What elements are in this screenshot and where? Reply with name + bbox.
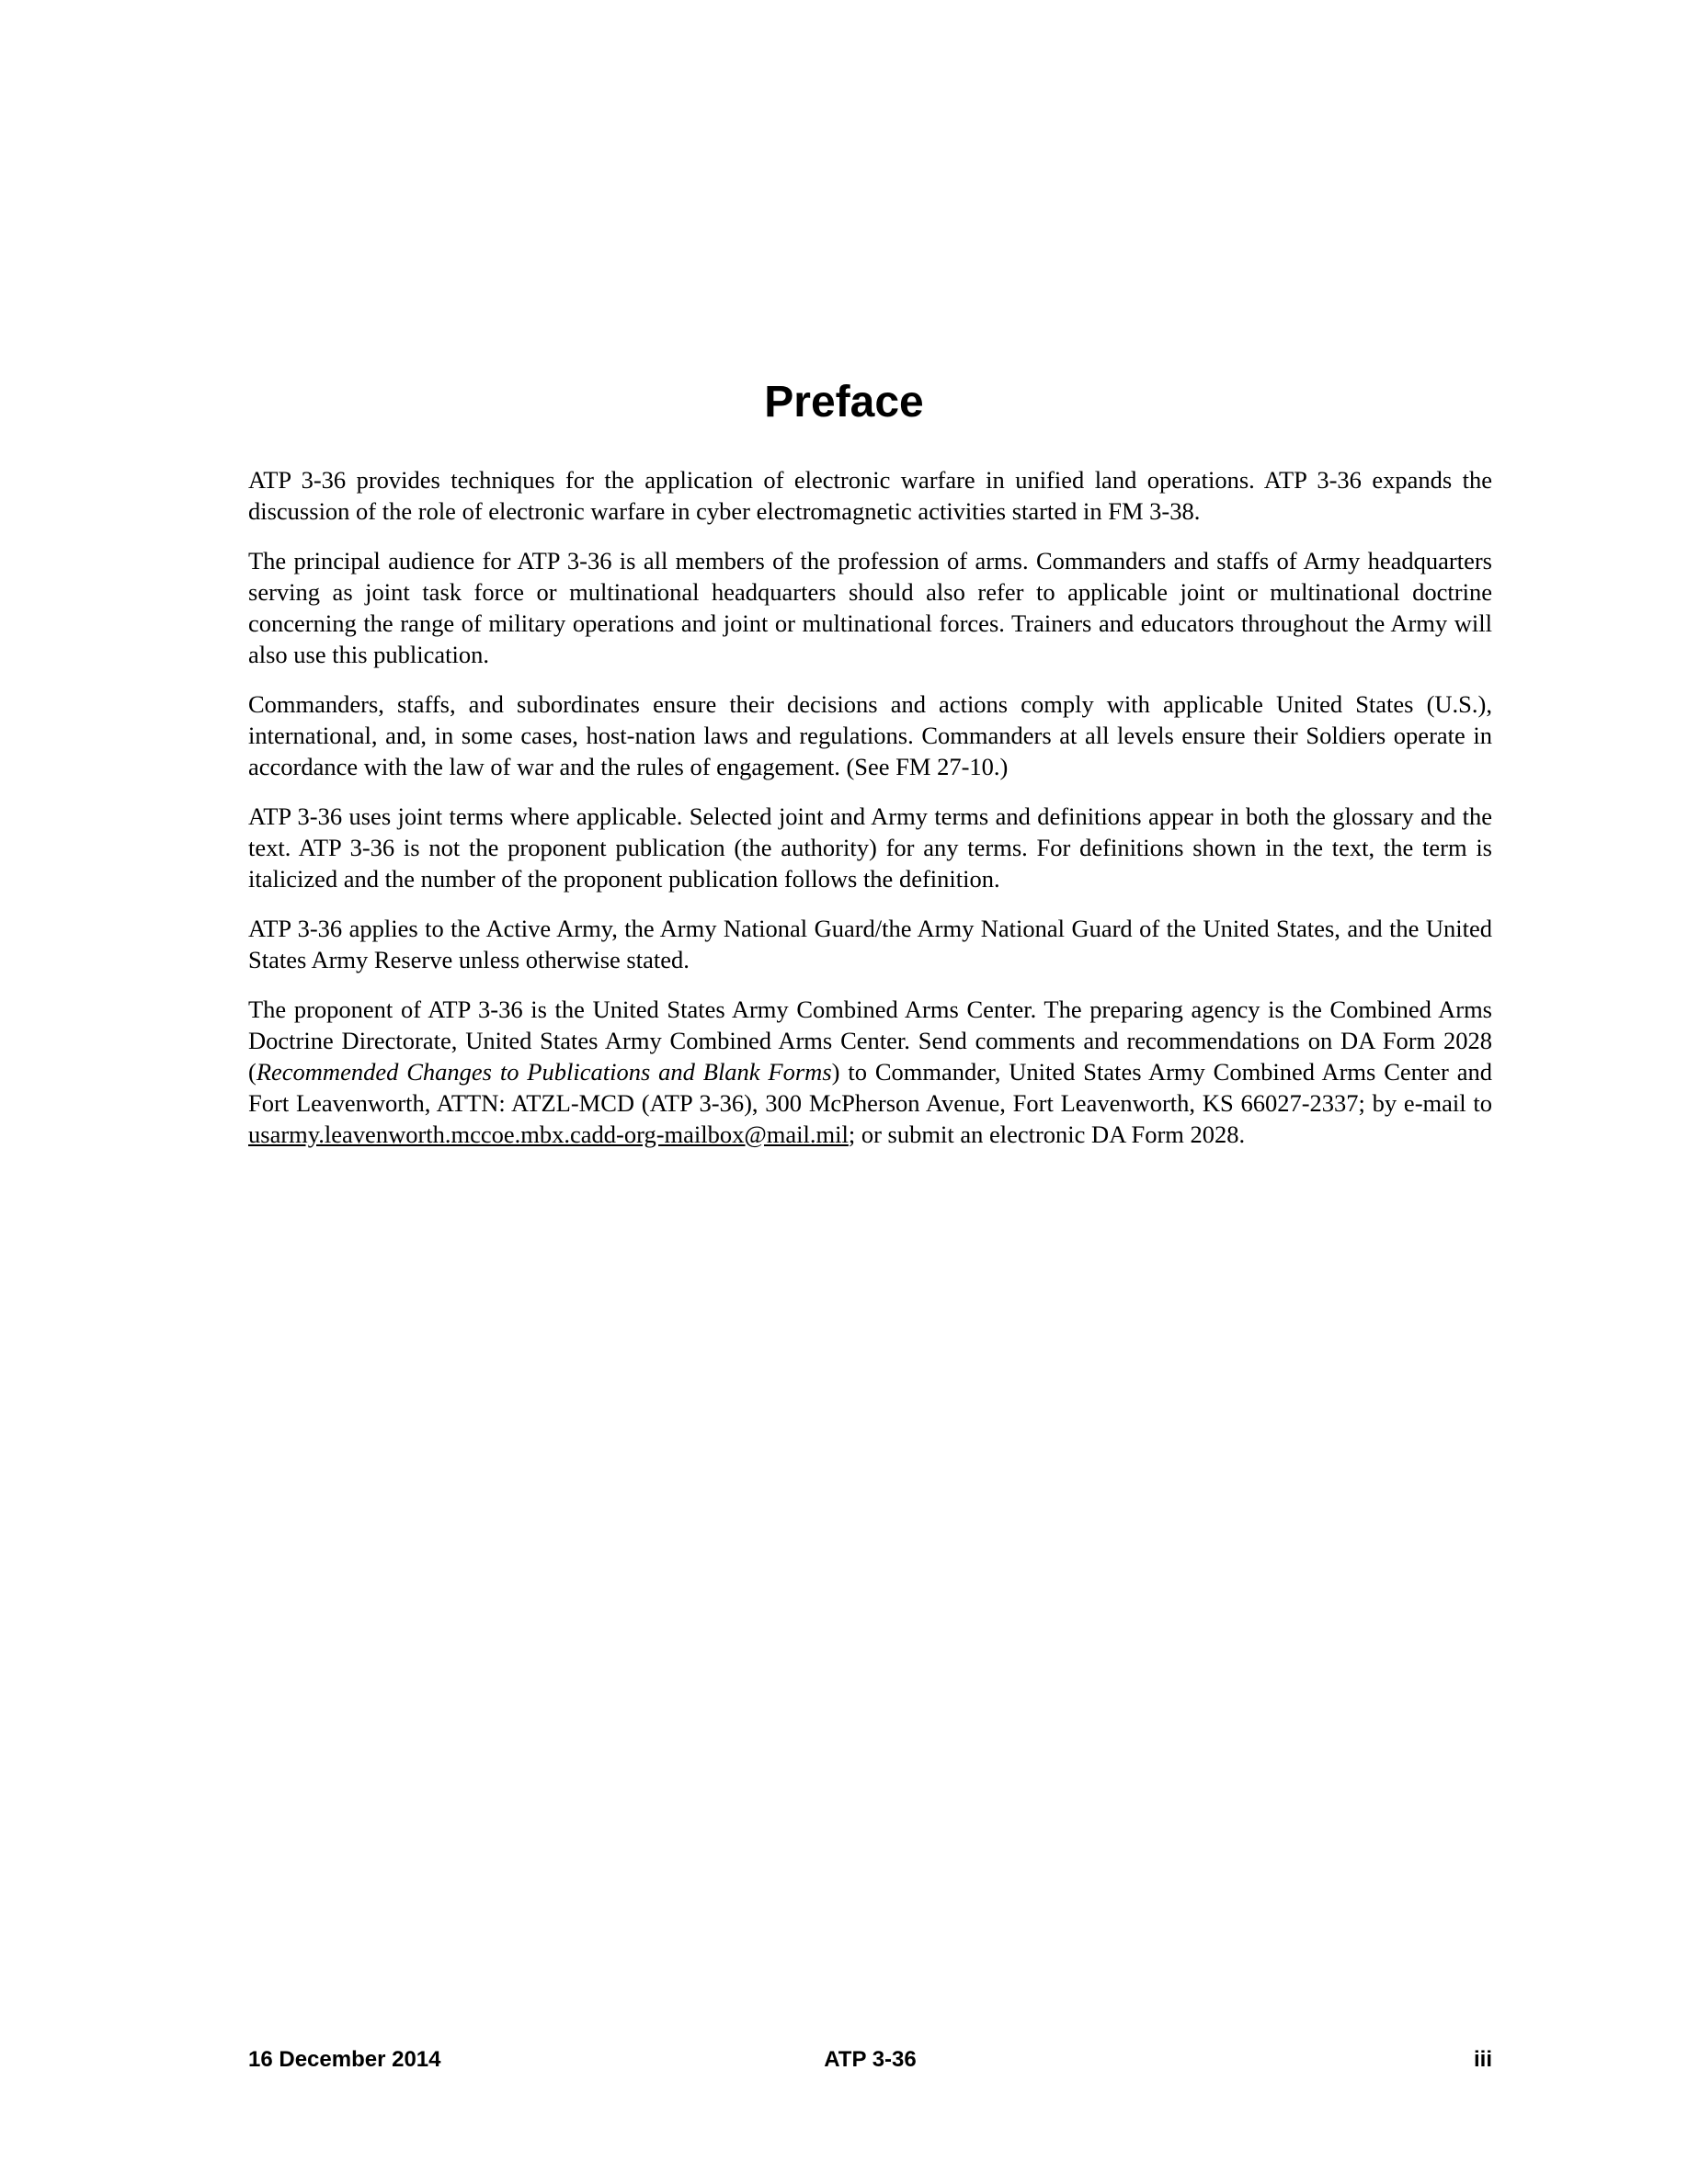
form-title-italic: Recommended Changes to Publications and Blank Forms [256,1058,832,1086]
email-link[interactable]: usarmy.leavenworth.mccoe.mbx.cadd-org-mailbox@mail.mil [248,1120,849,1148]
footer-publication: ATP 3-36 [824,2047,917,2072]
paragraph-proponent [248,994,1492,1150]
paragraph-applicability: ATP 3-36 applies to the Active Army, the Army National Guard/the Army National Guard of the United States, and the United States Army Reserve unless otherwise stated. [248,915,1492,973]
page-footer [248,2043,1492,2076]
proponent-text-part1: The proponent of ATP 3-36 is the United States Army Combined Arms Center. The preparing agency is the Combined Arms Doctrine Directorate, United States Army Combined Arms Center. Send comments and recommendations on DA Form 2028 ( [248,995,1492,1086]
preface-body [248,464,1492,1168]
footer-date: 16 December 2014 [248,2047,441,2072]
paragraph-audience: The principal audience for ATP 3-36 is all members of the profession of arms. Commanders and staffs of Army headquarters serving as joint task force or multinational headquarters should also refer to applicable joint or multinational doctrine concerning the range of military operations and joint or multinational forces. Trainers and educators throughout the Army will also use this publication. [248,547,1492,668]
page-title: Preface [764,378,924,427]
paragraph-terms: ATP 3-36 uses joint terms where applicable. Selected joint and Army terms and definitions appear in both the glossary and the text. ATP 3-36 is not the proponent publication (the authority) for any terms. For definitions shown in the text, the term is italicized and the number of the proponent publication follows the definition. [248,802,1492,893]
footer-page-number: iii [1473,2047,1492,2072]
paragraph-purpose: ATP 3-36 provides techniques for the application of electronic warfare in unified land operations. ATP 3-36 expands the discussion of the role of electronic warfare in cyber electromagnetic activities started in FM 3-38. [248,466,1492,525]
proponent-text-part3: ; or submit an electronic DA Form 2028. [848,1120,1246,1148]
proponent-text-part2: ) to Commander, United States Army Combined Arms Center and Fort Leavenworth, ATTN: ATZL-MCD (ATP 3-36), 300 McPherson Avenue, Fort Leavenworth, KS 66027-2337; by e-mail to [248,1058,1492,1117]
paragraph-legal-compliance: Commanders, staffs, and subordinates ensure their decisions and actions comply with applicable United States (U.S.), international, and, in some cases, host-nation laws and regulations. Commanders at all levels ensure their Soldiers operate in accordance with the law of war and the rules of engagement. (See FM 27-10.) [248,690,1492,780]
